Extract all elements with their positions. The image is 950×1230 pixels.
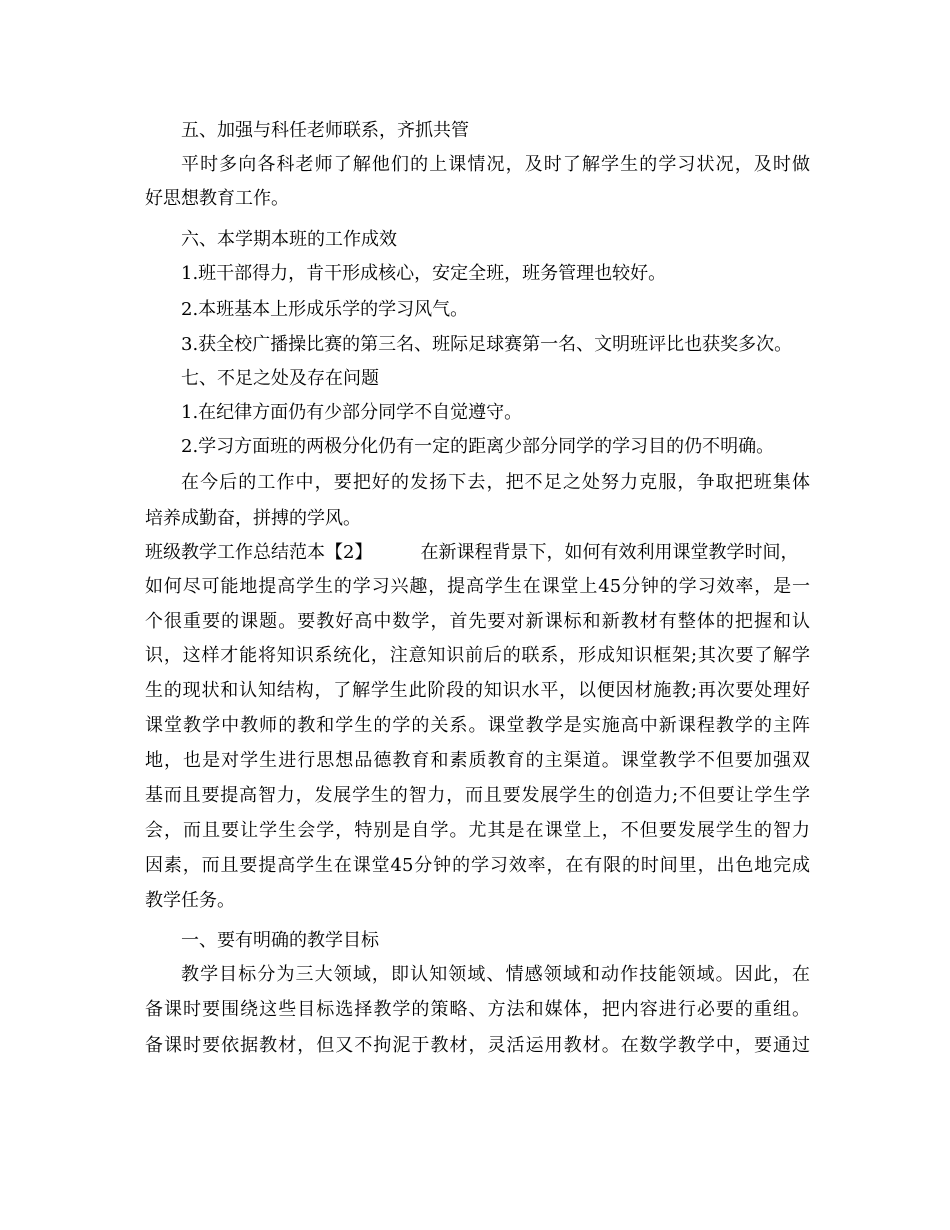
paragraph-line: 教学任务。: [145, 890, 235, 911]
list-item: 2.学习方面班的两极分化仍有一定的距离少部分同学的学习目的仍不明确。: [181, 436, 775, 457]
section-heading-6: 六、本学期本班的工作成效: [181, 229, 397, 250]
section-heading-5: 五、加强与科任老师联系，齐抓共管: [181, 120, 469, 141]
section-heading-1: 一、要有明确的教学目标: [181, 930, 379, 951]
paragraph-line: 课堂教学中教师的教和学生的学的关系。课堂教学是实施高中新课程教学的主阵: [145, 715, 810, 736]
paragraph-line: 平时多向各科老师了解他们的上课情况，及时了解学生的学习状况，及时做: [181, 154, 810, 175]
paragraph-line: 地，也是对学生进行思想品德教育和素质教育的主渠道。课堂教学不但要加强双: [145, 750, 810, 771]
section-title-line: [145, 536, 810, 570]
list-item: 1.在纪律方面仍有少部分同学不自觉遵守。: [181, 402, 523, 423]
paragraph-line: 如何尽可能地提高学生的学习兴趣，提高学生在课堂上45分钟的学习效率，是一: [145, 576, 810, 597]
list-item: 1.班干部得力，肯干形成核心，安定全班，班务管理也较好。: [181, 263, 667, 284]
paragraph-line: 在今后的工作中，要把好的发扬下去，把不足之处努力克服，争取把班集体: [181, 472, 810, 493]
paragraph-line: 备课时要围绕这些目标选择教学的策略、方法和媒体，把内容进行必要的重组。: [145, 999, 810, 1020]
paragraph-line: 备课时要依据教材，但又不拘泥于教材，灵活运用教材。在数学教学中，要通过: [145, 1035, 810, 1056]
paragraph-line: 识，这样才能将知识系统化，注意知识前后的联系，形成知识框架;其次要了解学: [145, 645, 810, 666]
paragraph-line: 因素，而且要提高学生在课堂45分钟的学习效率，在有限的时间里，出色地完成: [145, 855, 810, 876]
paragraph-line: 生的现状和认知结构，了解学生此阶段的知识水平，以便因材施教;再次要处理好: [145, 680, 810, 701]
section-heading-7: 七、不足之处及存在问题: [181, 368, 379, 389]
paragraph-line: 会，而且要让学生会学，特别是自学。尤其是在课堂上，不但要发展学生的智力: [145, 820, 810, 841]
paragraph-line: 教学目标分为三大领域，即认知领域、情感领域和动作技能领域。因此，在: [181, 964, 810, 985]
section-title: 班级教学工作总结范本【2】: [145, 542, 373, 563]
paragraph-line: 培养成勤奋，拼搏的学风。: [145, 508, 361, 529]
paragraph-text: 在新课程背景下，如何有效利用课堂教学时间，: [420, 542, 799, 563]
paragraph-line: 好思想教育工作。: [145, 188, 289, 209]
paragraph-line: 个很重要的课题。要教好高中数学，首先要对新课标和新教材有整体的把握和认: [145, 611, 810, 632]
list-item: 3.获全校广播操比赛的第三名、班际足球赛第一名、文明班评比也获奖多次。: [181, 334, 793, 355]
paragraph-line: 基而且要提高智力，发展学生的智力，而且要发展学生的创造力;不但要让学生学: [145, 785, 810, 806]
list-item: 2.本班基本上形成乐学的学习风气。: [181, 299, 469, 320]
